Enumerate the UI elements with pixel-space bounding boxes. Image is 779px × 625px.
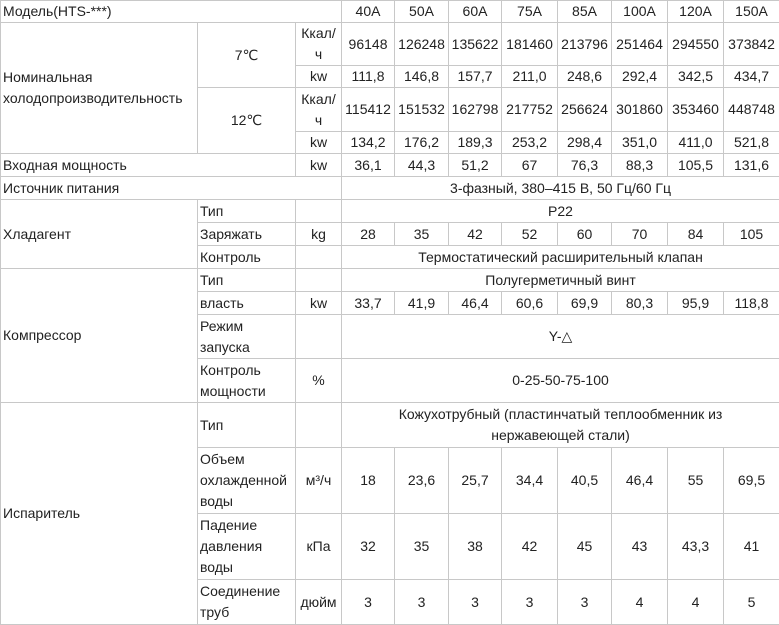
value-cell: 35 xyxy=(395,514,449,580)
value-cell: 115412 xyxy=(342,88,395,132)
evaporator-label: Испаритель xyxy=(1,403,198,625)
value-cell: 131,6 xyxy=(724,154,779,177)
value-cell: 95,9 xyxy=(668,292,724,315)
unit-kw: kw xyxy=(296,154,342,177)
evaporator-flow-label: Объем охлажденной воды xyxy=(198,448,296,514)
value-cell: 80,3 xyxy=(612,292,668,315)
value-cell: 41,9 xyxy=(395,292,449,315)
empty-unit-cell xyxy=(296,403,342,448)
evaporator-pipe-label: Соединение труб xyxy=(198,580,296,625)
compressor-start-label: Режим запуска xyxy=(198,315,296,359)
model-header: 100A xyxy=(612,1,668,23)
value-cell: 3 xyxy=(558,580,612,625)
compressor-power-label: власть xyxy=(198,292,296,315)
refrigerant-type-row xyxy=(1,200,779,223)
value-cell: 60 xyxy=(558,223,612,246)
value-cell: 181460 xyxy=(502,23,558,66)
model-header: 120A xyxy=(668,1,724,23)
value-cell: 111,8 xyxy=(342,66,395,88)
value-cell: 35 xyxy=(395,223,449,246)
value-cell: 118,8 xyxy=(724,292,779,315)
value-cell: 55 xyxy=(668,448,724,514)
empty-unit-cell xyxy=(296,200,342,223)
model-header: 75A xyxy=(502,1,558,23)
value-cell: 3 xyxy=(502,580,558,625)
value-cell: 157,7 xyxy=(449,66,502,88)
value-cell: 41 xyxy=(724,514,779,580)
value-cell: 67 xyxy=(502,154,558,177)
unit-inch: дюйм xyxy=(296,580,342,625)
compressor-type-row xyxy=(1,269,779,292)
value-cell: 135622 xyxy=(449,23,502,66)
refrigerant-type-value: Р22 xyxy=(342,200,779,223)
refrigerant-charge-label: Заряжать xyxy=(198,223,296,246)
cooling-capacity-label: Номинальная холодопроизводительность xyxy=(1,23,198,154)
value-cell: 60,6 xyxy=(502,292,558,315)
value-cell: 42 xyxy=(502,514,558,580)
value-cell: 40,5 xyxy=(558,448,612,514)
unit-percent: % xyxy=(296,359,342,403)
compressor-label: Компрессор xyxy=(1,269,198,403)
value-cell: 146,8 xyxy=(395,66,449,88)
value-cell: 45 xyxy=(558,514,612,580)
evaporator-drop-label: Падение давления воды xyxy=(198,514,296,580)
value-cell: 46,4 xyxy=(612,448,668,514)
value-cell: 4 xyxy=(612,580,668,625)
compressor-type-value: Полугерметичный винт xyxy=(342,269,779,292)
value-cell: 162798 xyxy=(449,88,502,132)
value-cell: 521,8 xyxy=(724,132,779,154)
value-cell: 298,4 xyxy=(558,132,612,154)
unit-kw: kw xyxy=(296,132,342,154)
value-cell: 105,5 xyxy=(668,154,724,177)
evaporator-type-label: Тип xyxy=(198,403,296,448)
value-cell: 134,2 xyxy=(342,132,395,154)
value-cell: 253,2 xyxy=(502,132,558,154)
value-cell: 25,7 xyxy=(449,448,502,514)
compressor-capacity-label: Контроль мощности xyxy=(198,359,296,403)
unit-kcal: Ккал/ч xyxy=(296,88,342,132)
model-header: 60A xyxy=(449,1,502,23)
value-cell: 33,7 xyxy=(342,292,395,315)
value-cell: 211,0 xyxy=(502,66,558,88)
temp-12-label: 12℃ xyxy=(198,88,296,154)
value-cell: 248,6 xyxy=(558,66,612,88)
value-cell: 256624 xyxy=(558,88,612,132)
evaporator-type-value: Кожухотрубный (пластинчатый теплообменник из нержавеющей стали) xyxy=(342,403,779,448)
value-cell: 43,3 xyxy=(668,514,724,580)
evaporator-type-row xyxy=(1,403,779,448)
power-supply-value: 3-фазный, 380–415 В, 50 Гц/60 Гц xyxy=(342,177,779,200)
value-cell: 18 xyxy=(342,448,395,514)
value-cell: 96148 xyxy=(342,23,395,66)
compressor-capacity-value: 0-25-50-75-100 xyxy=(342,359,779,403)
model-header: 150A xyxy=(724,1,779,23)
empty-unit-cell xyxy=(296,269,342,292)
refrigerant-control-label: Контроль xyxy=(198,246,296,269)
unit-kpa: кПа xyxy=(296,514,342,580)
value-cell: 301860 xyxy=(612,88,668,132)
value-cell: 294550 xyxy=(668,23,724,66)
value-cell: 70 xyxy=(612,223,668,246)
input-power-label: Входная мощность xyxy=(1,154,296,177)
value-cell: 4 xyxy=(668,580,724,625)
temp-7-label: 7℃ xyxy=(198,23,296,88)
refrigerant-label: Хладагент xyxy=(1,200,198,269)
value-cell: 3 xyxy=(395,580,449,625)
compressor-type-label: Тип xyxy=(198,269,296,292)
compressor-start-value: Y-△ xyxy=(342,315,779,359)
empty-unit-cell xyxy=(296,315,342,359)
value-cell: 84 xyxy=(668,223,724,246)
value-cell: 51,2 xyxy=(449,154,502,177)
value-cell: 5 xyxy=(724,580,779,625)
value-cell: 105 xyxy=(724,223,779,246)
value-cell: 448748 xyxy=(724,88,779,132)
value-cell: 44,3 xyxy=(395,154,449,177)
value-cell: 32 xyxy=(342,514,395,580)
value-cell: 292,4 xyxy=(612,66,668,88)
unit-m3h: м³/ч xyxy=(296,448,342,514)
empty-unit-cell xyxy=(296,246,342,269)
value-cell: 353460 xyxy=(668,88,724,132)
unit-kw: kw xyxy=(296,292,342,315)
value-cell: 251464 xyxy=(612,23,668,66)
power-supply-label: Источник питания xyxy=(1,177,342,200)
value-cell: 176,2 xyxy=(395,132,449,154)
value-cell: 189,3 xyxy=(449,132,502,154)
refrigerant-type-label: Тип xyxy=(198,200,296,223)
header-row xyxy=(1,1,779,23)
value-cell: 69,9 xyxy=(558,292,612,315)
value-cell: 42 xyxy=(449,223,502,246)
value-cell: 38 xyxy=(449,514,502,580)
value-cell: 46,4 xyxy=(449,292,502,315)
value-cell: 151532 xyxy=(395,88,449,132)
value-cell: 351,0 xyxy=(612,132,668,154)
value-cell: 76,3 xyxy=(558,154,612,177)
value-cell: 411,0 xyxy=(668,132,724,154)
value-cell: 36,1 xyxy=(342,154,395,177)
value-cell: 373842 xyxy=(724,23,779,66)
value-cell: 213796 xyxy=(558,23,612,66)
value-cell: 342,5 xyxy=(668,66,724,88)
value-cell: 43 xyxy=(612,514,668,580)
value-cell: 28 xyxy=(342,223,395,246)
value-cell: 88,3 xyxy=(612,154,668,177)
model-header: 50A xyxy=(395,1,449,23)
value-cell: 217752 xyxy=(502,88,558,132)
model-header: 40A xyxy=(342,1,395,23)
unit-kcal: Ккал/ч xyxy=(296,23,342,66)
unit-kw: kw xyxy=(296,66,342,88)
value-cell: 434,7 xyxy=(724,66,779,88)
value-cell: 3 xyxy=(449,580,502,625)
refrigerant-control-value: Термостатический расширительный клапан xyxy=(342,246,779,269)
value-cell: 126248 xyxy=(395,23,449,66)
cooling-7-kcal-row xyxy=(1,23,779,66)
model-label: Модель(HTS-***) xyxy=(1,1,342,23)
value-cell: 52 xyxy=(502,223,558,246)
model-header: 85A xyxy=(558,1,612,23)
unit-kg: kg xyxy=(296,223,342,246)
value-cell: 23,6 xyxy=(395,448,449,514)
value-cell: 34,4 xyxy=(502,448,558,514)
power-supply-row xyxy=(1,177,779,200)
value-cell: 69,5 xyxy=(724,448,779,514)
input-power-row xyxy=(1,154,779,177)
value-cell: 3 xyxy=(342,580,395,625)
